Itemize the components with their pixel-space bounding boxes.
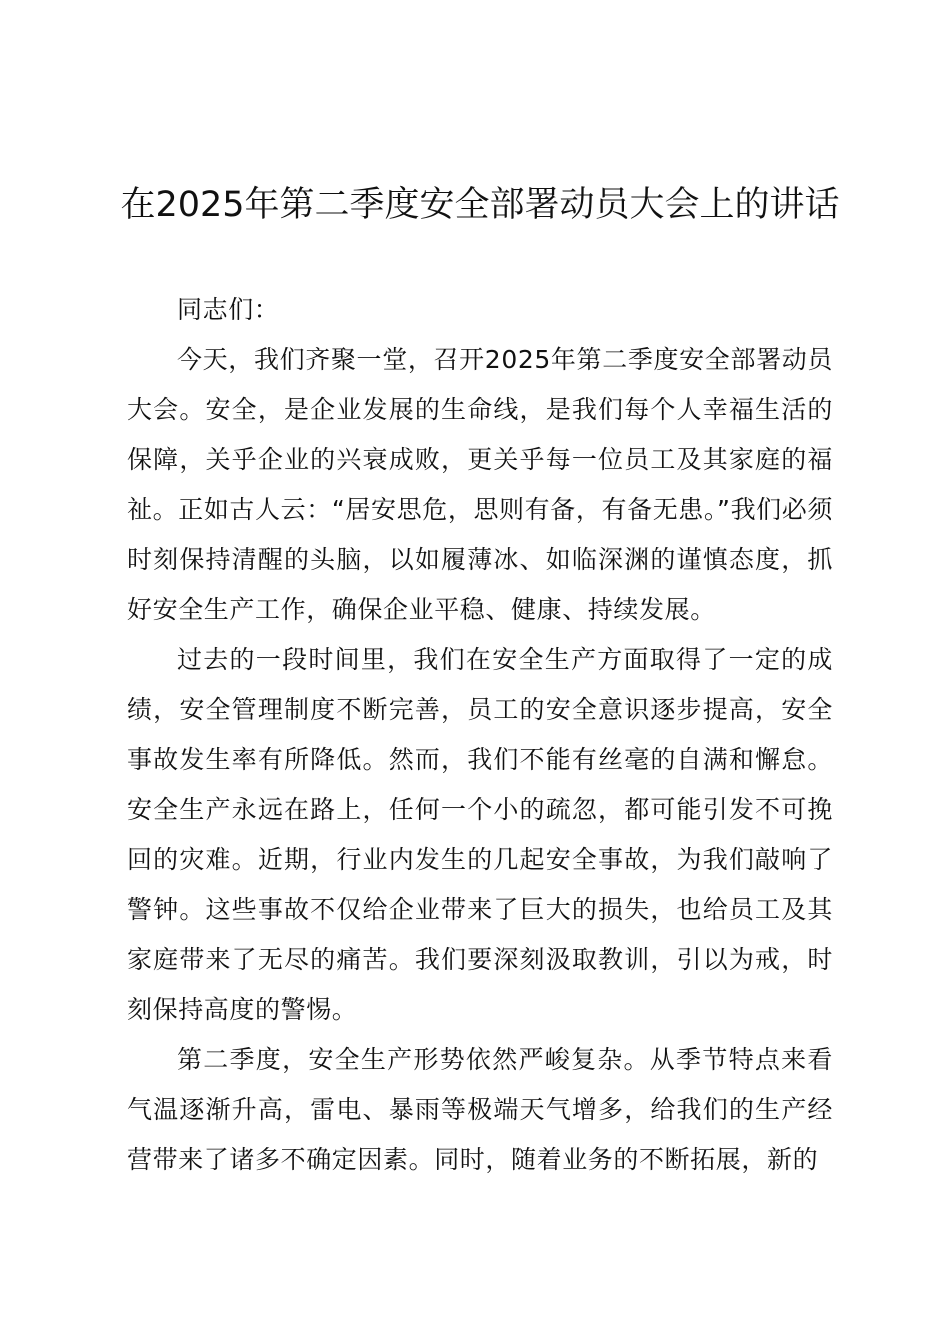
speech-body	[127, 285, 833, 1185]
paragraph-3: 第二季度，安全生产形势依然严峻复杂。从季节特点来看气温逐渐升高，雷电、暴雨等极端天气增多，给我们的生产经营带来了诸多不确定因素。同时，随着业务的不断拓展，新的	[127, 1045, 833, 1174]
paragraph-2: 过去的一段时间里，我们在安全生产方面取得了一定的成绩，安全管理制度不断完善，员工的安全意识逐步提高，安全事故发生率有所降低。然而，我们不能有丝毫的自满和懈怠。安全生产永远在路上，任何一个小的疏忽，都可能引发不可挽回的灾难。近期，行业内发生的几起安全事故，为我们敲响了警钟。这些事故不仅给企业带来了巨大的损失，也给员工及其家庭带来了无尽的痛苦。我们要深刻汲取教训，引以为戒，时刻保持高度的警惕。	[127, 645, 833, 1024]
salutation: 同志们：	[177, 295, 280, 324]
document-title: 在2025年第二季度安全部署动员大会上的讲话	[120, 185, 840, 225]
paragraph-1: 今天，我们齐聚一堂，召开2025年第二季度安全部署动员大会。安全，是企业发展的生命线，是我们每个人幸福生活的保障，关乎企业的兴衰成败，更关乎每一位员工及其家庭的福祉。正如古人云：“居安思危，思则有备，有备无患。”我们必须时刻保持清醒的头脑，以如履薄冰、如临深渊的谨慎态度，抓好安全生产工作，确保企业平稳、健康、持续发展。	[127, 345, 833, 624]
